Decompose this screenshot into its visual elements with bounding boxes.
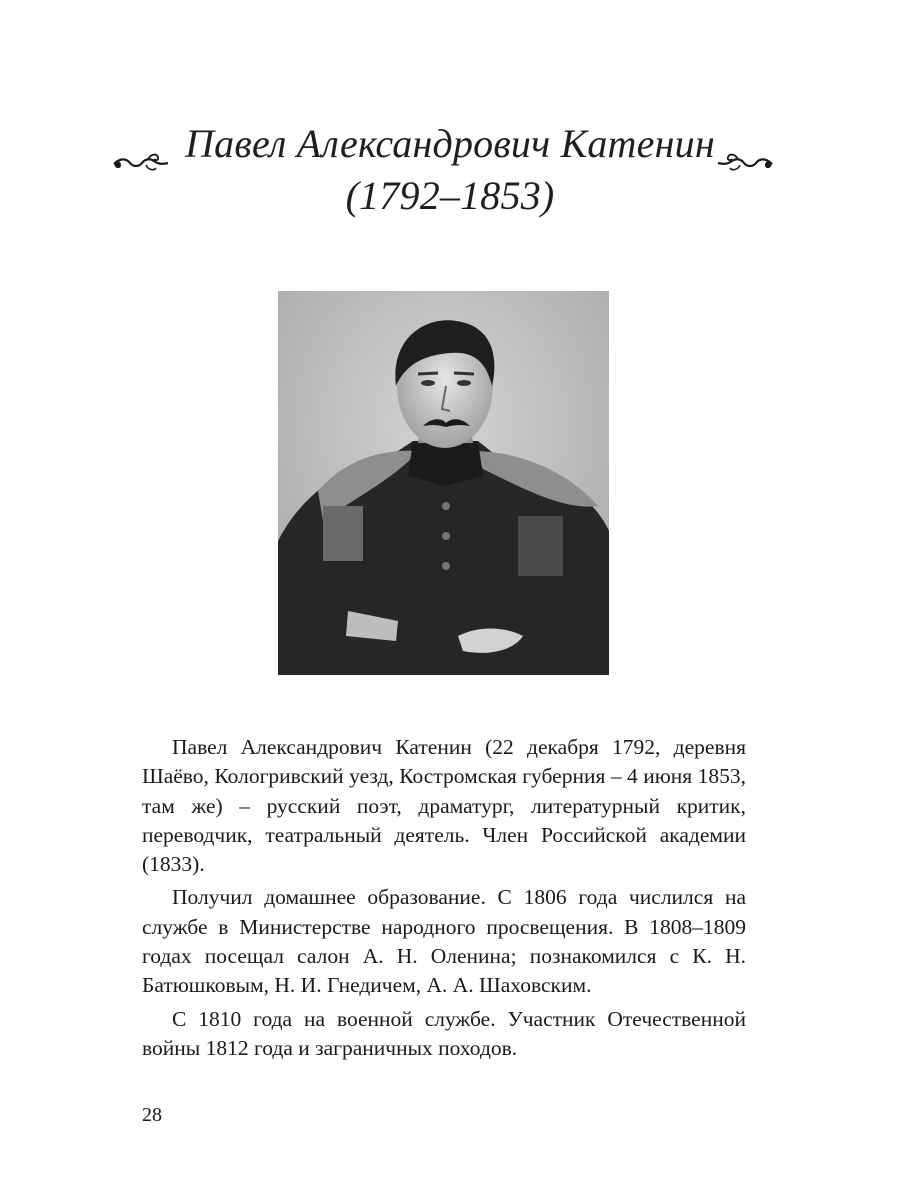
title-years: (1792–1853) bbox=[345, 173, 555, 218]
title-name: Павел Александрович Катенин bbox=[185, 121, 715, 166]
page-number: 28 bbox=[142, 1104, 162, 1126]
chapter-title bbox=[0, 118, 900, 222]
portrait-engraving-icon bbox=[278, 291, 609, 675]
biography-text bbox=[142, 733, 746, 1067]
portrait-image bbox=[278, 291, 609, 675]
paragraph-2: Получил домашнее образование. С 1806 года числился на службе в Министерстве народного просвещения. В 1808–1809 годах посещал салон А. Н. Оленина; познакомился с К. Н. Батюшковым, Н. И. Гнедичем, А. А. Шаховским. bbox=[142, 885, 746, 998]
paragraph-3: С 1810 года на военной службе. Участник Отечественной войны 1812 года и заграничных походов. bbox=[142, 1006, 746, 1060]
paragraph-1: Павел Александрович Катенин (22 декабря 1792, деревня Шаёво, Кологривский уезд, Костромская губерния – 4 июня 1853, там же) – русский поэт, драматург, литературный критик, переводчик, театральный деятель. Член Российской академии (1833). bbox=[142, 735, 746, 877]
